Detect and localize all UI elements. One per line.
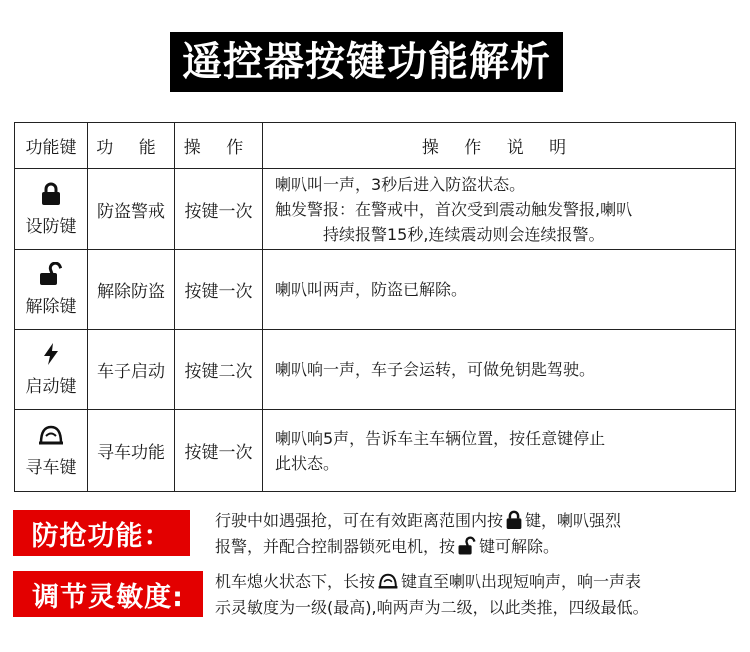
- lightning-icon: [41, 342, 61, 366]
- header-function: 功 能: [88, 123, 175, 169]
- header-description: 操 作 说 明: [263, 123, 736, 169]
- description-cell: [263, 169, 736, 250]
- description-line: 持续报警15秒,连续震动则会连续报警。: [275, 224, 605, 244]
- anti-robbery-label: 防抢功能：: [13, 510, 190, 556]
- table-header-row: [15, 123, 736, 169]
- description-line: 此状态。: [275, 453, 340, 473]
- description-cell: [263, 410, 736, 492]
- description-cell: [263, 330, 736, 410]
- key-cell: [15, 410, 88, 492]
- function-cell: 防盗警戒: [88, 169, 175, 250]
- operation-cell: 按键一次: [175, 410, 263, 492]
- lock-closed-icon: [505, 510, 523, 530]
- description-line: 喇叭叫两声，防盗已解除。: [275, 280, 468, 299]
- function-table: [14, 122, 736, 492]
- function-cell: 车子启动: [88, 330, 175, 410]
- header-operation: 操 作: [175, 123, 263, 169]
- table-row: [15, 250, 736, 330]
- description-line: 喇叭叫一声，3秒后进入防盗状态。: [275, 174, 526, 194]
- sensitivity-line-2: 示灵敏度为一级(最高),响两声为二级，以此类推，四级最低。: [215, 598, 649, 617]
- header-key: 功能键: [15, 123, 88, 169]
- sensitivity-line-1: 机车熄火状态下，长按 键直至喇叭出现短响声，响一声表: [215, 572, 642, 591]
- key-label: 设防键: [25, 216, 77, 237]
- key-cell: [15, 169, 88, 250]
- table-row: [15, 410, 736, 492]
- lock-open-icon: [38, 262, 64, 286]
- function-cell: 解除防盗: [88, 250, 175, 330]
- horn-bell-icon: [377, 571, 399, 591]
- sensitivity-text: [215, 569, 747, 621]
- key-cell: [15, 250, 88, 330]
- anti-robbery-line-1: 行驶中如遇强抢，可在有效距离范围内按 键，喇叭强烈: [215, 511, 622, 530]
- operation-cell: 按键一次: [175, 250, 263, 330]
- description-line: 喇叭响5声，告诉车主车辆位置，按任意键停止: [275, 428, 606, 448]
- operation-cell: 按键一次: [175, 169, 263, 250]
- horn-bell-icon: [37, 423, 65, 447]
- table-row: [15, 169, 736, 250]
- lock-open-icon: [457, 536, 477, 556]
- sensitivity-label: 调节灵敏度:: [13, 571, 203, 617]
- key-label: 启动键: [25, 377, 77, 397]
- table-row: [15, 330, 736, 410]
- key-cell: [15, 330, 88, 410]
- description-line: 触发警报：在警戒中，首次受到震动触发警报,喇叭: [275, 199, 633, 219]
- page-title: 遥控器按键功能解析: [170, 32, 563, 92]
- function-cell: 寻车功能: [88, 410, 175, 492]
- key-label: 解除键: [25, 297, 77, 317]
- description-line: 喇叭响一声，车子会运转，可做免钥匙驾驶。: [275, 360, 596, 379]
- operation-cell: 按键二次: [175, 330, 263, 410]
- anti-robbery-line-2: 报警，并配合控制器锁死电机，按 键可解除。: [215, 537, 560, 556]
- description-cell: [263, 250, 736, 330]
- key-label: 寻车键: [25, 458, 77, 478]
- anti-robbery-text: [215, 508, 740, 560]
- lock-closed-icon: [40, 182, 62, 206]
